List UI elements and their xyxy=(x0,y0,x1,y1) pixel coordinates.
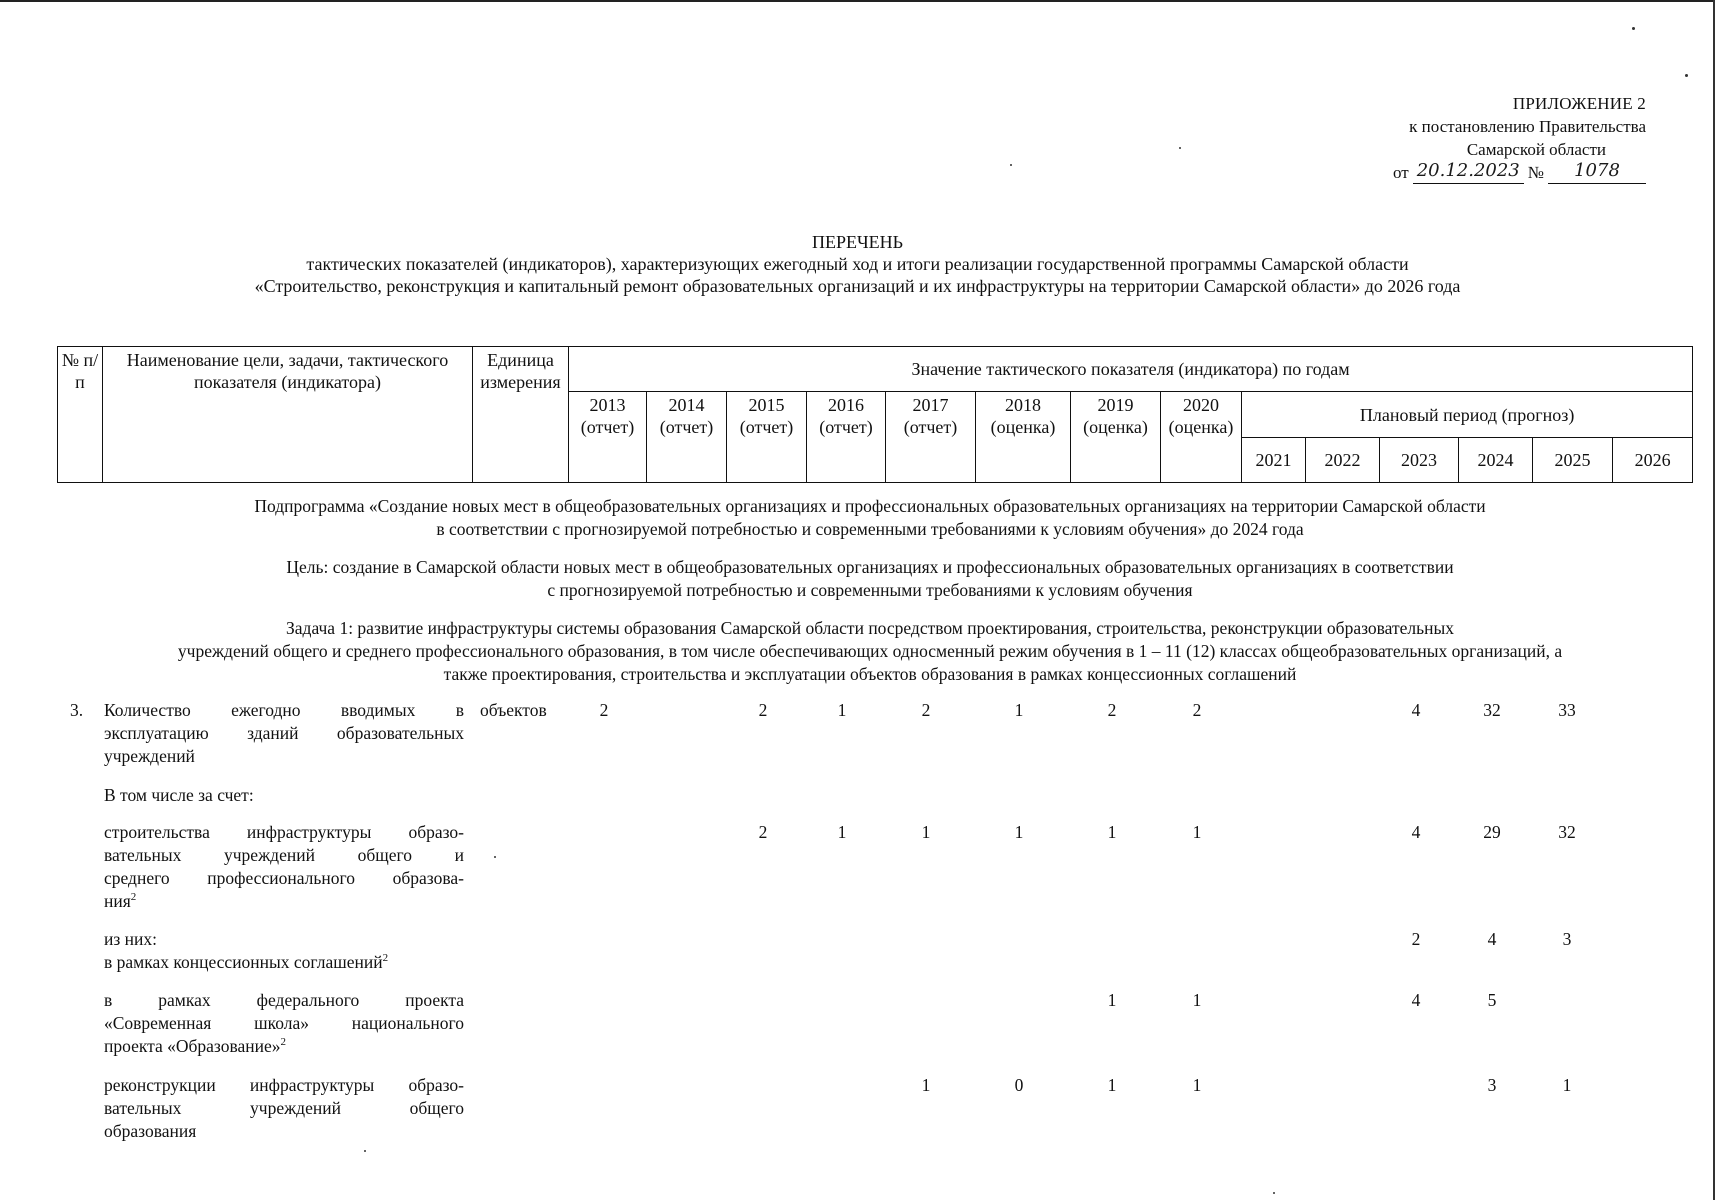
value-2025: 3 xyxy=(1562,929,1572,949)
header-year-2022: 2022 xyxy=(1306,438,1380,483)
header-year-2020: 2020 (оценка) xyxy=(1161,392,1242,483)
goal-text xyxy=(50,556,1690,602)
scan-speck xyxy=(1010,164,1012,166)
row-name: строительства инфраструктуры образо- вательных учреждений общего и среднего профессионального образова- ния$^2$ xyxy=(104,822,464,911)
footnote-mark: 2 xyxy=(280,1036,287,1048)
header-col-values: Значение тактического показателя (индикатора) по годам xyxy=(569,347,1693,392)
value-2019: 1 xyxy=(1107,990,1117,1010)
value-2019: 1 xyxy=(1107,1075,1117,1095)
value-2025: 32 xyxy=(1558,822,1576,842)
appendix-date-line xyxy=(1286,161,1646,184)
handwritten-date: 20.12.2023 xyxy=(1413,161,1524,184)
value-2016: 1 xyxy=(837,700,847,720)
value-2015: 2 xyxy=(758,700,768,720)
row-unit: объектов xyxy=(480,700,547,720)
footnote-mark: 2 xyxy=(130,891,137,903)
value-2025: 33 xyxy=(1558,700,1576,720)
value-2018: 1 xyxy=(1014,700,1024,720)
header-year-2026: 2026 xyxy=(1613,438,1693,483)
value-2023: 4 xyxy=(1411,990,1421,1010)
task-line3: также проектирования, строительства и эксплуатации объектов образования в рамках концессионных соглашений xyxy=(443,664,1297,684)
row-name: из них: в рамках концессионных соглашений$^2$ xyxy=(104,929,389,972)
document-subtitle-line1: тактических показателей (индикаторов), характеризующих ежегодный ход и итоги реализации государственной программы Самарской области xyxy=(306,254,1409,274)
row-name: В том числе за счет: xyxy=(104,785,254,805)
value-2019: 2 xyxy=(1107,700,1117,720)
value-2023: 2 xyxy=(1411,929,1421,949)
value-2017: 2 xyxy=(921,700,931,720)
value-2020: 1 xyxy=(1192,990,1202,1010)
value-2023: 4 xyxy=(1411,700,1421,720)
task-line1: Задача 1: развитие инфраструктуры системы образования Самарской области посредством проектирования, строительства, реконструкции образовательных xyxy=(286,618,1454,638)
goal-line1: Цель: создание в Самарской области новых мест в общеобразовательных организациях и профессиональных образовательных организациях в соответствии xyxy=(286,557,1454,577)
header-year-2024: 2024 xyxy=(1459,438,1533,483)
task-line2: учреждений общего и среднего профессионального образования, в том числе обеспечивающих односменный режим обучения в 1 – 11 (12) классах общеобразовательных организаций, а xyxy=(177,641,1563,661)
header-year-2018: 2018 (оценка) xyxy=(976,392,1071,483)
value-2024: 4 xyxy=(1487,929,1497,949)
value-2020: 2 xyxy=(1192,700,1202,720)
scan-speck xyxy=(1273,1192,1275,1194)
value-2023: 4 xyxy=(1411,822,1421,842)
value-2020: 1 xyxy=(1192,1075,1202,1095)
scan-speck xyxy=(1179,147,1181,149)
footnote-mark: 2 xyxy=(382,952,389,964)
subprogram-text xyxy=(50,495,1690,541)
number-label: № xyxy=(1527,163,1544,182)
document-subtitle-line2: «Строительство, реконструкция и капитальный ремонт образовательных организаций и их инфраструктуры на территории Самарской области» до 2026 года xyxy=(254,276,1461,296)
row-name: в рамках федерального проекта «Современная школа» национального проекта «Образование»$^2$ xyxy=(104,990,464,1056)
value-2024: 5 xyxy=(1487,990,1497,1010)
row-name: Количество ежегодно вводимых в эксплуатацию зданий образовательных учреждений xyxy=(104,700,464,766)
appendix-line1: к постановлению Правительства xyxy=(1409,117,1646,136)
header-year-2021: 2021 xyxy=(1242,438,1306,483)
value-2020: 1 xyxy=(1192,822,1202,842)
header-year-2013: 2013 (отчет) xyxy=(569,392,647,483)
value-2024: 3 xyxy=(1487,1075,1497,1095)
document-title-block xyxy=(0,231,1715,297)
header-year-2016: 2016 (отчет) xyxy=(807,392,886,483)
value-2016: 1 xyxy=(837,822,847,842)
scan-speck xyxy=(1632,27,1635,30)
header-col-unit: Единица измерения xyxy=(473,347,569,483)
scan-speck xyxy=(1685,74,1688,77)
value-2015: 2 xyxy=(758,822,768,842)
header-col-num: № п/п xyxy=(58,347,103,483)
value-2017: 1 xyxy=(921,1075,931,1095)
top-border-line xyxy=(0,0,1715,2)
scan-speck xyxy=(494,856,496,858)
handwritten-number: 1078 xyxy=(1548,161,1646,184)
appendix-line2: Самарской области xyxy=(1466,140,1606,159)
header-year-2017: 2017 (отчет) xyxy=(886,392,976,483)
task-text xyxy=(50,617,1690,686)
header-year-2025: 2025 xyxy=(1533,438,1613,483)
value-2017: 1 xyxy=(921,822,931,842)
row-name: реконструкции инфраструктуры образо- вательных учреждений общего образования xyxy=(104,1075,464,1141)
appendix-block xyxy=(1286,92,1646,184)
appendix-title: ПРИЛОЖЕНИЕ 2 xyxy=(1512,94,1646,113)
subprogram-line1: Подпрограмма «Создание новых мест в общеобразовательных организациях и профессиональных образовательных организациях на территории Самарской области xyxy=(254,496,1486,516)
value-2024: 32 xyxy=(1483,700,1501,720)
value-2013: 2 xyxy=(599,700,609,720)
document-title: ПЕРЕЧЕНЬ xyxy=(811,232,904,252)
value-2025: 1 xyxy=(1562,1075,1572,1095)
header-year-2023: 2023 xyxy=(1380,438,1459,483)
scan-speck xyxy=(364,1150,366,1152)
value-2018: 0 xyxy=(1014,1075,1024,1095)
header-plan-period: Плановый период (прогноз) xyxy=(1242,392,1693,438)
subprogram-line2: в соответствии с прогнозируемой потребностью и современными требованиями к условиям обучения» до 2024 года xyxy=(436,519,1304,539)
header-col-name: Наименование цели, задачи, тактического показателя (индикатора) xyxy=(103,347,473,483)
value-2018: 1 xyxy=(1014,822,1024,842)
value-2019: 1 xyxy=(1107,822,1117,842)
header-year-2019: 2019 (оценка) xyxy=(1071,392,1161,483)
header-year-2014: 2014 (отчет) xyxy=(647,392,727,483)
indicator-table-header xyxy=(57,346,1693,483)
header-year-2015: 2015 (отчет) xyxy=(727,392,807,483)
value-2024: 29 xyxy=(1483,822,1501,842)
row-number: 3. xyxy=(70,700,84,720)
date-prefix: от xyxy=(1392,163,1409,182)
goal-line2: с прогнозируемой потребностью и современными требованиями к условиям обучения xyxy=(547,580,1193,600)
